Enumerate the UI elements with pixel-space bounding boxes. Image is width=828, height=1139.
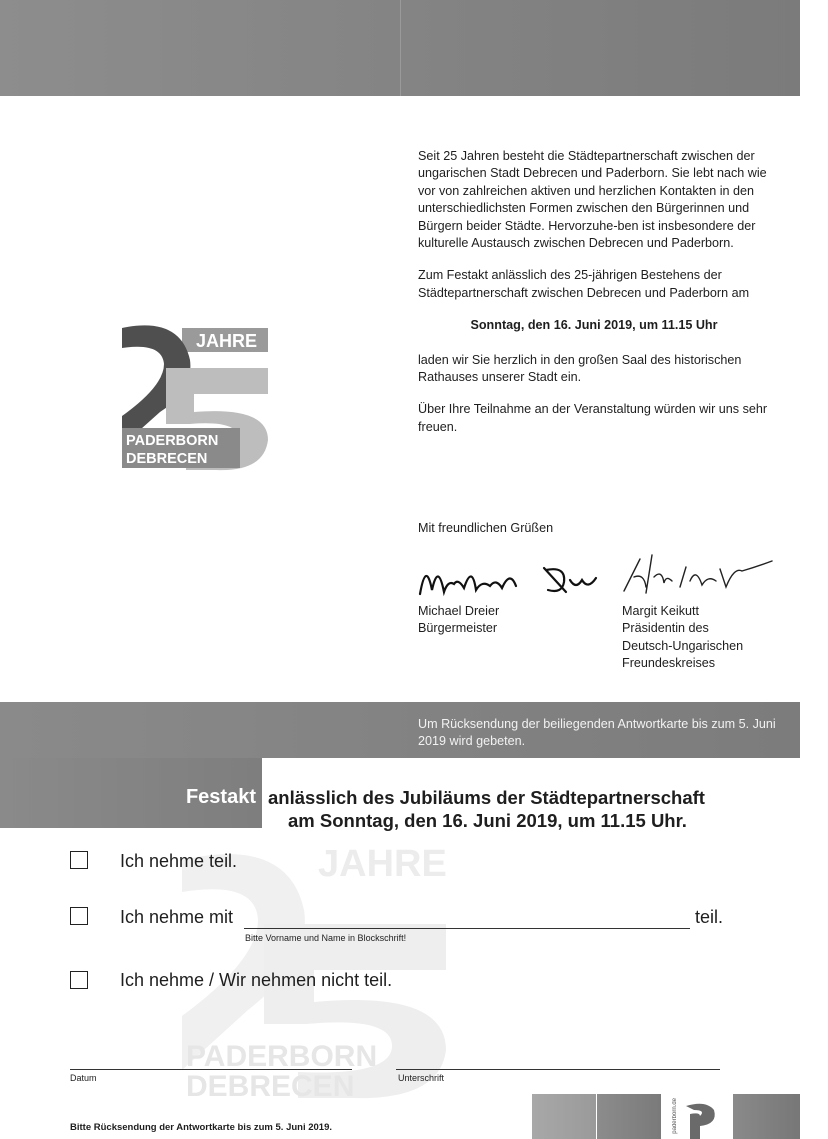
- footer-return-note: Bitte Rücksendung der Antwortkarte bis zum 5. Juni 2019.: [70, 1122, 333, 1133]
- signatory-title: Bürgermeister: [418, 621, 498, 636]
- attend-with-checkbox[interactable]: [70, 907, 88, 925]
- watermark-city-debrecen: DEBRECEN: [186, 1070, 355, 1100]
- closing-greeting: Mit freundlichen Grüßen: [418, 521, 554, 535]
- signatory-dreier: [418, 603, 499, 638]
- signatory-title: Deutsch-Ungarischen: [622, 638, 744, 653]
- invitation-letter: [418, 148, 770, 451]
- footer-block: [532, 1094, 596, 1139]
- paderborn-p-logo-icon: [684, 1100, 718, 1139]
- signatory-name: Margit Keikutt: [622, 604, 699, 618]
- signature-label: Unterschrift: [398, 1073, 445, 1083]
- fold-line: [400, 0, 401, 96]
- watermark-jahre: JAHRE: [318, 843, 447, 885]
- attend-with-suffix: teil.: [695, 907, 724, 927]
- attend-checkbox[interactable]: [70, 851, 88, 869]
- date-label: Datum: [70, 1073, 97, 1083]
- signature-line[interactable]: [396, 1069, 720, 1070]
- signature-keikutt: [616, 547, 776, 599]
- reply-card-heading: [268, 786, 738, 832]
- footer-block: [597, 1094, 661, 1139]
- return-note-band: [0, 702, 800, 758]
- heading-line-2: am Sonntag, den 16. Juni 2019, um 11.15 Uhr.: [288, 810, 687, 831]
- decline-checkbox[interactable]: [70, 971, 88, 989]
- logo-city-paderborn: PADERBORN: [126, 433, 219, 449]
- signature-dreier: [416, 550, 612, 602]
- return-note: Um Rücksendung der beiliegenden Antwortkarte bis zum 5. Juni 2019 wird gebeten.: [418, 717, 776, 748]
- signatory-title: Freundeskreises: [622, 656, 716, 671]
- letter-paragraph: Zum Festakt anlässlich des 25-jährigen Bestehens der Städtepartnerschaft zwischen Debrecen und Paderborn am: [418, 268, 750, 300]
- companion-name-hint: Bitte Vorname und Name in Blockschrift!: [245, 933, 407, 943]
- attend-option-label: Ich nehme teil.: [120, 851, 238, 871]
- festakt-tab: [0, 758, 262, 828]
- event-date: Sonntag, den 16. Juni 2019, um 11.15 Uhr: [470, 318, 718, 333]
- anniversary-logo: [120, 320, 270, 472]
- top-gray-band: [0, 0, 800, 96]
- companion-name-line[interactable]: [244, 928, 690, 929]
- logo-city-debrecen: DEBRECEN: [126, 451, 208, 467]
- attend-with-label: Ich nehme mit: [120, 907, 234, 927]
- heading-line-1: anlässlich des Jubiläums der Städtepartnerschaft: [268, 787, 705, 808]
- watermark-city-paderborn: PADERBORN: [186, 1040, 378, 1073]
- decline-option-label: Ich nehme / Wir nehmen nicht teil.: [120, 970, 393, 990]
- signatory-name: Michael Dreier: [418, 604, 500, 618]
- logo-jahre-text: JAHRE: [196, 331, 258, 351]
- festakt-label: Festakt: [185, 786, 256, 808]
- signatory-title: Präsidentin des: [622, 621, 709, 636]
- letter-paragraph: laden wir Sie herzlich in den großen Saal des historischen Rathauses unserer Stadt ein.: [418, 352, 742, 385]
- letter-paragraph: Über Ihre Teilnahme an der Veranstaltung würden wir uns sehr freuen.: [418, 402, 768, 434]
- date-line[interactable]: [70, 1069, 352, 1070]
- signatory-keikutt: [622, 603, 743, 673]
- letter-paragraph: Seit 25 Jahren besteht die Städtepartnerschaft zwischen der ungarischen Stadt Debrecen und Paderborn. Sie lebt nach wie vor von zahlreichen aktiven und herzlichen Kontakten in den unterschiedlichsten Formen zwischen den Bürgerinnen und Bürgern beider Städte. Hervorzuhe-ben ist insbesondere der kulturelle Austausch zwischen Debrecen und Paderborn.: [418, 149, 767, 251]
- footer-website-text: paderborn.de: [672, 1098, 678, 1134]
- footer-block: [733, 1094, 800, 1139]
